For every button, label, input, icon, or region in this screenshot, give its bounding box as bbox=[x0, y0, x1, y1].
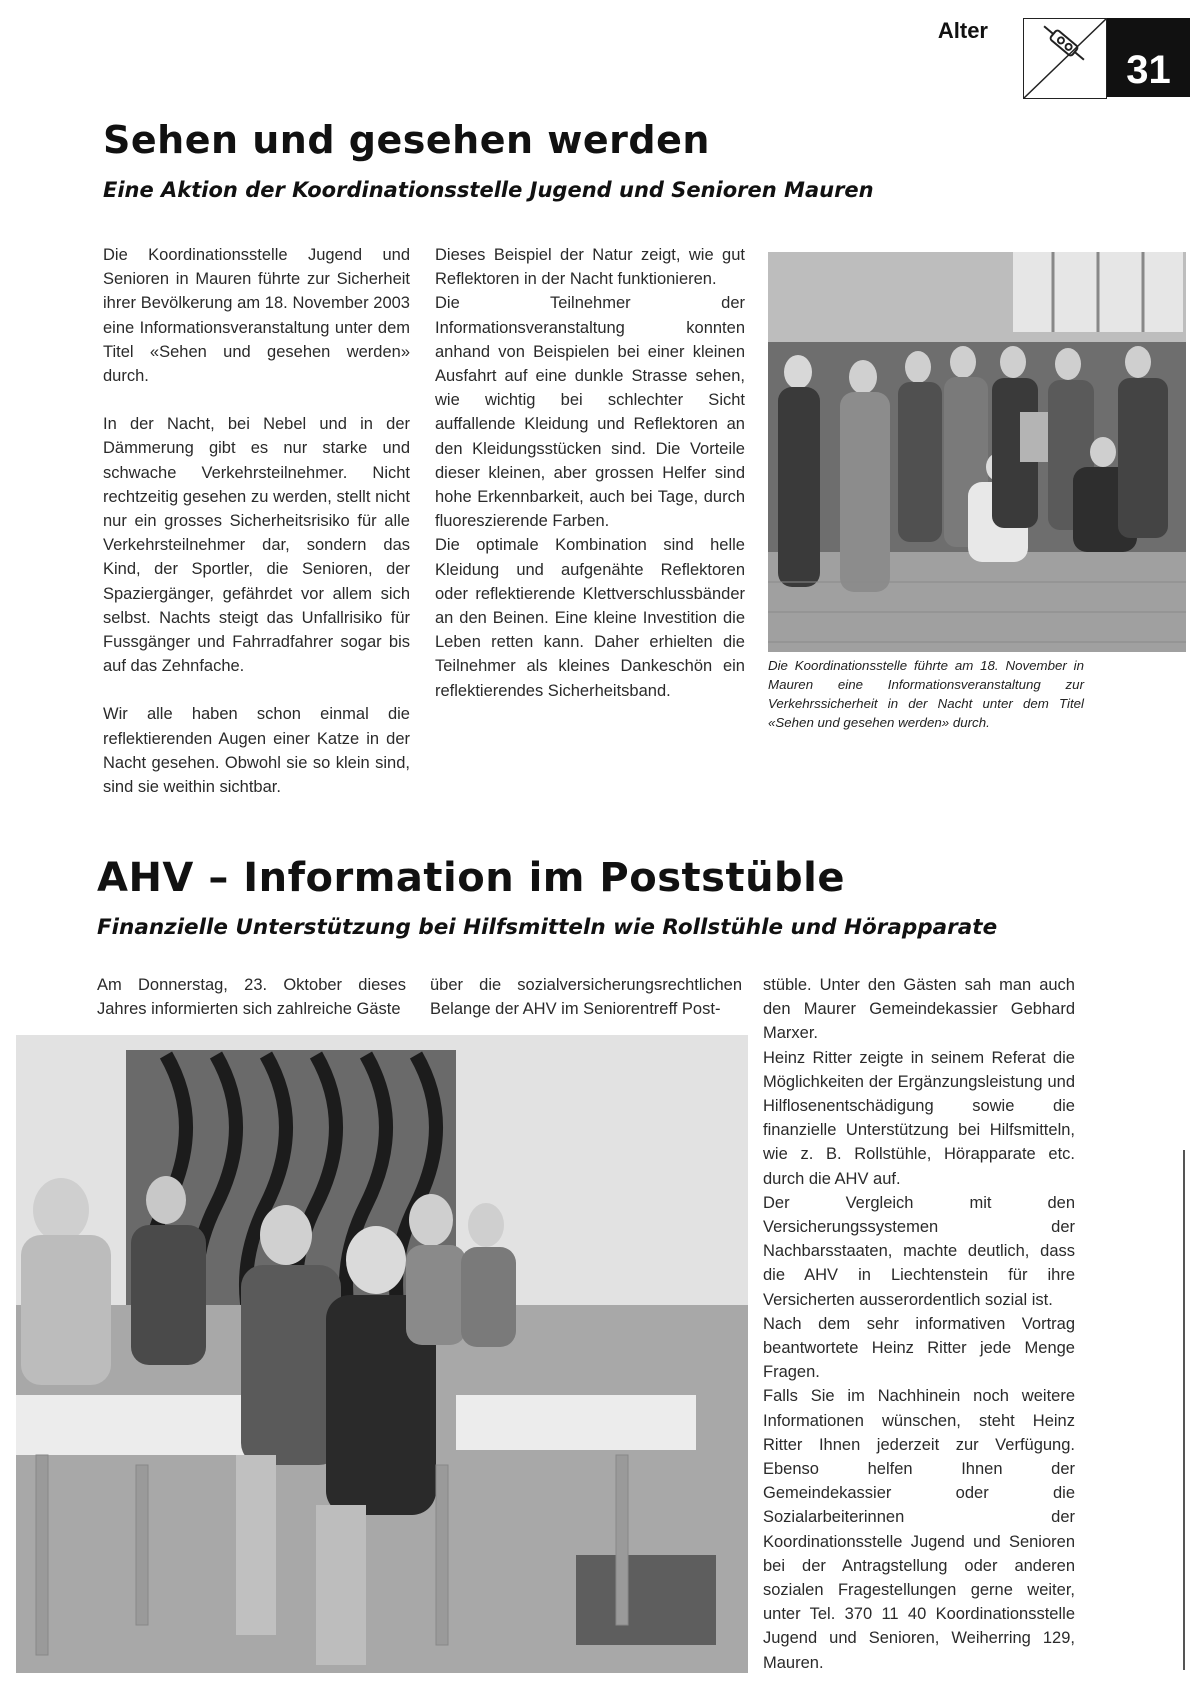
article2-paragraph: Heinz Ritter zeigte in seinem Referat die Möglichkeiten der Ergänzungsleistung und Hilflosenentschädigung sowie die finanzielle Unterstützung bei Hilfsmitteln, wie z. B. Rollstühle, Hörapparate etc. durch die AHV auf. bbox=[763, 1048, 1075, 1188]
article1-column-1 bbox=[103, 243, 410, 823]
audience-photo-image bbox=[16, 1035, 748, 1673]
section-emblem-icon bbox=[1023, 18, 1107, 99]
article1-paragraph: Die Teilnehmer der Informationsveranstaltung konnten anhand von Beispielen bei einer kleinen Ausfahrt auf eine dunkle Strasse sehen, wie wichtig bei schlechter Sicht auffallende Kleidung und Reflektoren an den Kleidungsstücken sind. Die Vorteile dieser kleinen, aber grossen Helfer sind hohe Erkennbarkeit, auch bei Tage, durch fluoreszierende Farben. bbox=[435, 294, 745, 531]
article2-subtitle: Finanzielle Unterstützung bei Hilfsmitteln wie Rollstühle und Hörapparate bbox=[97, 915, 998, 940]
article2-column-3 bbox=[763, 973, 1075, 1675]
article2-column-2 bbox=[430, 973, 742, 1021]
margin-rule bbox=[1183, 1150, 1185, 1670]
group-photo-image bbox=[768, 252, 1186, 652]
page-number: 31 bbox=[1107, 18, 1190, 97]
article2-paragraph: Am Donnerstag, 23. Oktober dieses Jahres informierten sich zahlreiche Gäste bbox=[97, 976, 406, 1019]
article1-paragraph: Dieses Beispiel der Natur zeigt, wie gut Reflektoren in der Nacht funktionieren. bbox=[435, 246, 745, 289]
article1-paragraph: In der Nacht, bei Nebel und in der Dämmerung gibt es nur starke und schwache Verkehrsteilnehmer. Nicht rechtzeitig gesehen zu werden, stellt nicht nur ein grosses Sicherheitsrisiko für alle Verkehrsteilnehmer dar, sondern das Kind, der Sportler, die Senioren, der Spaziergänger, gefährdet vor allem sich selbst. Nachts steigt das Unfallrisiko für Fussgänger und Fahrradfahrer sogar bis auf das Zehnfache. bbox=[103, 415, 410, 676]
article2-paragraph: über die sozialversicherungsrechtlichen Belange der AHV im Seniorentreff Post- bbox=[430, 976, 742, 1019]
section-label: Alter bbox=[937, 18, 988, 43]
article2-column-1 bbox=[97, 973, 406, 1021]
article1-column-2 bbox=[435, 243, 745, 703]
photo-caption: Die Koordinationsstelle führte am 18. November in Mauren eine Informationsveranstaltung zur Verkehrssicherheit in der Nacht unter dem Titel «Sehen und gesehen werden» durch. bbox=[768, 658, 1084, 730]
article2-paragraph: Falls Sie im Nachhinein noch weitere Informationen wünschen, steht Heinz Ritter Ihnen jederzeit zur Verfügung. Ebenso helfen Ihnen der Gemeindekassier oder die Sozialarbeiterinnen der Koordinationsstelle Jugend und Senioren bei der Antragstellung oder anderen sozialen Fragestellungen gerne weiter, unter Tel. 370 11 40 Koordinationsstelle Jugend und Senioren, Weiherring 129, Mauren. bbox=[763, 1387, 1075, 1672]
article1-paragraph: Die optimale Kombination sind helle Kleidung und aufgenähte Reflektoren oder reflektierende Klettverschlussbänder an den Beinen. Eine kleine Investition die Leben retten kann. Daher erhielten die Teilnehmer als kleines Dankeschön ein reflektierendes Sicherheitsband. bbox=[435, 536, 745, 700]
article2-paragraph: stüble. Unter den Gästen sah man auch den Maurer Gemeindekassier Gebhard Marxer. bbox=[763, 976, 1075, 1043]
article1-paragraph: Die Koordinationsstelle Jugend und Senioren in Mauren führte zur Sicherheit ihrer Bevölkerung am 18. November 2003 eine Informationsveranstaltung unter dem Titel «Sehen und gesehen werden» durch. bbox=[103, 246, 410, 386]
article2-paragraph: Der Vergleich mit den Versicherungssystemen der Nachbarsstaaten, machte deutlich, dass die AHV in Liechtenstein für ihre Versicherten ausserordentlich sozial ist. bbox=[763, 1193, 1075, 1309]
article2-paragraph: Nach dem sehr informativen Vortrag beantwortete Heinz Ritter jede Menge Fragen. bbox=[763, 1314, 1075, 1382]
article2-title: AHV – Information im Poststüble bbox=[97, 855, 846, 901]
article1-paragraph: Wir alle haben schon einmal die reflektierenden Augen einer Katze in der Nacht gesehen. Obwohl sie so klein sind, sind sie weithin sichtbar. bbox=[103, 705, 410, 797]
article1-subtitle: Eine Aktion der Koordinationsstelle Jugend und Senioren Mauren bbox=[103, 178, 874, 202]
article1-title: Sehen und gesehen werden bbox=[103, 118, 710, 162]
